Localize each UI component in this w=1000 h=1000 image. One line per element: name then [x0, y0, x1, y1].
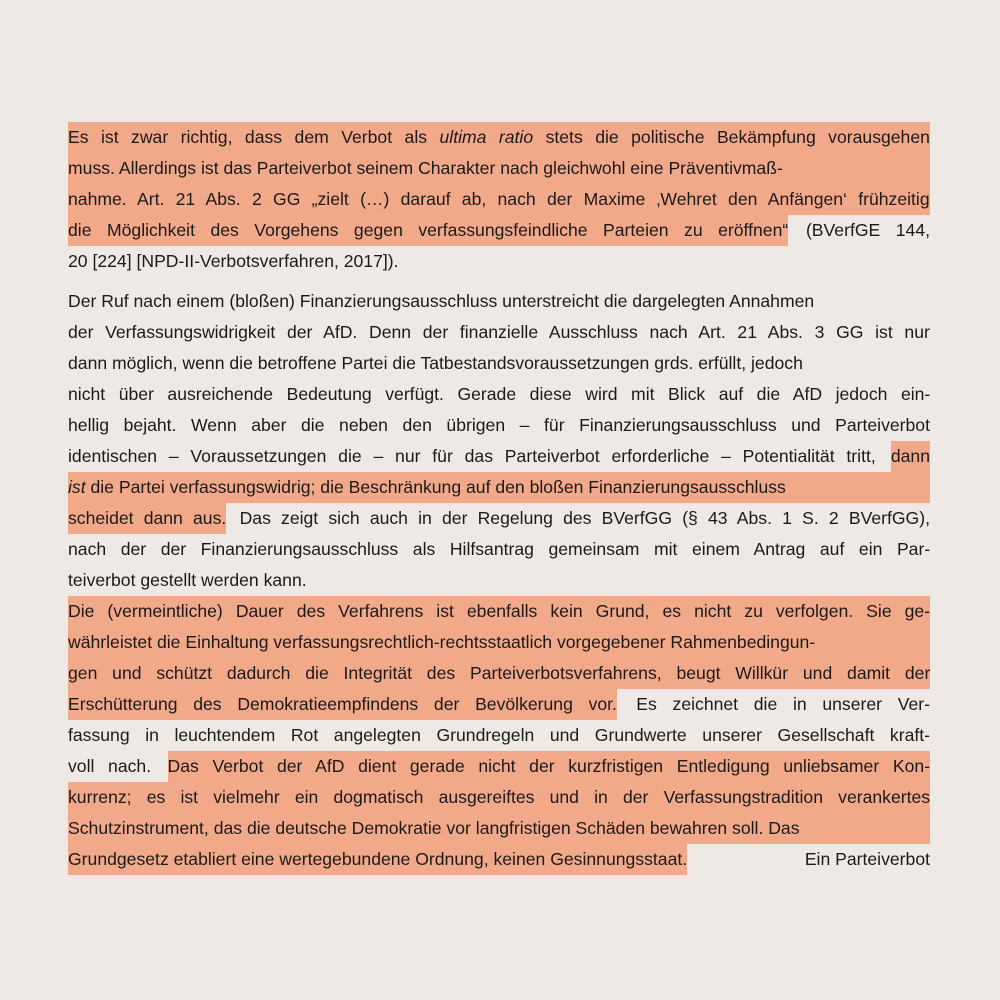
text-line — [68, 153, 930, 184]
text-line — [68, 689, 930, 720]
highlighted-text: scheidet dann aus. — [68, 503, 226, 534]
line-text: nach der der Finanzierungsausschluss als Hilfsantrag gemeinsam mit einem Antrag auf ein Par- — [68, 539, 931, 559]
highlighted-text: Das Verbot der AfD dient gerade nicht der kurzfristigen Entledigung unliebsamer Kon- — [168, 751, 930, 782]
text-line — [68, 503, 930, 534]
text-line — [68, 441, 930, 472]
line-text: ist die Partei verfassungswidrig; die Beschränkung auf den bloßen Finanzierungsausschluss — [68, 477, 786, 497]
line-text: nicht über ausreichende Bedeutung verfügt. Gerade diese wird mit Blick auf die AfD jedoch ein- — [68, 384, 931, 404]
text-line — [68, 658, 930, 689]
line-text: Die (vermeintliche) Dauer des Verfahrens ist ebenfalls kein Grund, es nicht zu verfolgen. Sie ge- — [68, 601, 931, 621]
text-line — [68, 534, 930, 565]
line-text: (BVerfGE 144, — [805, 220, 930, 240]
line-text: identischen – Voraussetzungen die – nur für das Parteiverbot erforderliche – Potentialität tritt, — [68, 446, 876, 466]
paragraph-3 — [68, 596, 930, 875]
line-text: nahme. Art. 21 Abs. 2 GG „zielt (…) darauf ab, nach der Maxime ‚Wehret den Anfängen‘ frühzeitig — [68, 189, 930, 209]
paragraph-2 — [68, 286, 930, 596]
text-line — [68, 844, 930, 875]
line-text: Der Ruf nach einem (bloßen) Finanzierungsausschluss unterstreicht die dargelegten Annahmen — [68, 291, 815, 311]
highlighted-text: die Möglichkeit des Vorgehens gegen verfassungsfeindliche Parteien zu eröffnen“ — [68, 215, 788, 246]
line-text: Schutzinstrument, das die deutsche Demokratie vor langfristigen Schäden bewahren soll. Das — [68, 818, 800, 838]
paragraph-1 — [68, 122, 930, 277]
text-line — [68, 410, 930, 441]
text-line — [68, 813, 930, 844]
text-line — [68, 348, 930, 379]
text-line — [68, 122, 930, 153]
text-line — [68, 565, 930, 596]
line-text: Es zeichnet die in unserer Ver- — [636, 694, 930, 714]
line-text: fassung in leuchtendem Rot angelegten Grundregeln und Grundwerte unserer Gesellschaft kraft- — [68, 725, 931, 745]
highlighted-text: dann — [891, 441, 930, 472]
line-text: muss. Allerdings ist das Parteiverbot seinem Charakter nach gleichwohl eine Präventivmaß- — [68, 158, 783, 178]
text-line — [68, 317, 930, 348]
line-text: Das zeigt sich auch in der Regelung des BVerfGG (§ 43 Abs. 1 S. 2 BVerfGG), — [239, 508, 930, 528]
line-text: voll nach. — [68, 756, 152, 776]
highlighted-text: Erschütterung des Demokratieempfindens der Bevölkerung vor. — [68, 689, 617, 720]
line-text: 20 [224] [NPD-II-Verbotsverfahren, 2017]). — [68, 251, 399, 271]
text-line — [68, 246, 930, 277]
text-line — [68, 286, 930, 317]
text-line — [68, 627, 930, 658]
text-line — [68, 379, 930, 410]
line-text: Es ist zwar richtig, dass dem Verbot als ultima ratio stets die politische Bekämpfung vorausgehen — [68, 127, 930, 147]
text-line — [68, 184, 930, 215]
text-line — [68, 720, 930, 751]
text-line — [68, 782, 930, 813]
line-text: währleistet die Einhaltung verfassungsrechtlich-rechtsstaatlich vorgegebener Rahmenbedingun- — [68, 632, 816, 652]
line-text: hellig bejaht. Wenn aber die neben den übrigen – für Finanzierungsausschluss und Parteiverbot — [68, 415, 930, 435]
highlighted-text: Grundgesetz etabliert eine wertegebundene Ordnung, keinen Gesinnungsstaat. — [68, 844, 687, 875]
line-text: dann möglich, wenn die betroffene Partei die Tatbestandsvoraussetzungen grds. erfüllt, jedoch — [68, 353, 803, 373]
line-text: der Verfassungswidrigkeit der AfD. Denn der finanzielle Ausschluss nach Art. 21 Abs. 3 GG ist nur — [68, 322, 930, 342]
text-line — [68, 751, 930, 782]
text-line — [68, 215, 930, 246]
line-text: Ein Parteiverbot — [804, 849, 930, 869]
line-text: kurrenz; es ist vielmehr ein dogmatisch ausgereiftes und in der Verfassungstradition verankertes — [68, 787, 931, 807]
text-line — [68, 472, 930, 503]
line-text: gen und schützt dadurch die Integrität des Parteiverbotsverfahrens, beugt Willkür und damit der — [68, 663, 931, 683]
text-line — [68, 596, 930, 627]
line-text: teiverbot gestellt werden kann. — [68, 570, 307, 590]
